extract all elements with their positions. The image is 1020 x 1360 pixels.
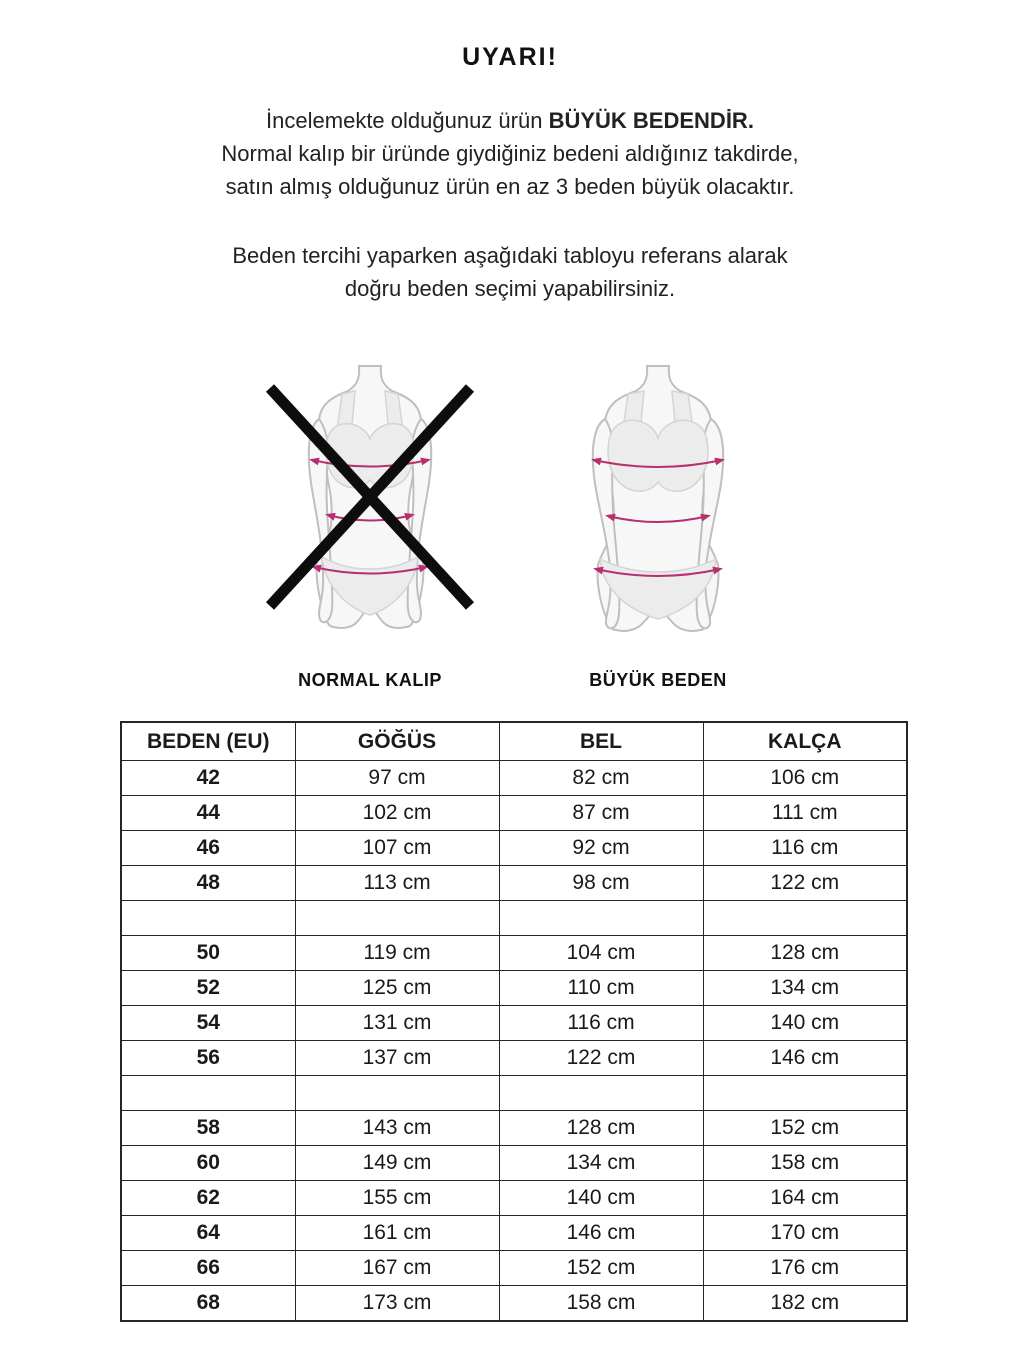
measurement-cell: 98 cm (499, 866, 703, 901)
plus-size-body-icon (553, 363, 763, 653)
measurement-cell (295, 1076, 499, 1111)
intro-line-1-text: İncelemekte olduğunuz ürün (266, 108, 549, 133)
intro-line-1-bold: BÜYÜK BEDENDİR. (548, 108, 754, 133)
measurement-cell: 182 cm (703, 1286, 907, 1322)
measurement-cell: 116 cm (703, 831, 907, 866)
measurement-cell: 107 cm (295, 831, 499, 866)
measurement-cell: 152 cm (703, 1111, 907, 1146)
measurement-cell: 152 cm (499, 1251, 703, 1286)
size-cell: 56 (121, 1041, 295, 1076)
measurement-cell: 176 cm (703, 1251, 907, 1286)
size-cell: 64 (121, 1216, 295, 1251)
note-line-1: Beden tercihi yaparken aşağıdaki tabloyu referans alarak (232, 243, 788, 268)
intro-line-3: satın almış olduğunuz ürün en az 3 beden büyük olacaktır. (225, 174, 795, 199)
spacer-row (121, 901, 907, 936)
size-cell (121, 901, 295, 936)
table-row (121, 1181, 907, 1216)
table-row (121, 1286, 907, 1322)
size-cell: 54 (121, 1006, 295, 1041)
measurement-cell: 119 cm (295, 936, 499, 971)
size-cell: 52 (121, 971, 295, 1006)
intro-line-1 (0, 104, 1020, 137)
intro-paragraph (0, 104, 1020, 203)
table-row (121, 1006, 907, 1041)
table-row (121, 796, 907, 831)
table-row (121, 1111, 907, 1146)
measurement-cell: 111 cm (703, 796, 907, 831)
measurement-cell: 134 cm (499, 1146, 703, 1181)
header-waist: BEL (499, 722, 703, 761)
table-row (121, 831, 907, 866)
measurement-cell: 164 cm (703, 1181, 907, 1216)
measurement-cell: 131 cm (295, 1006, 499, 1041)
normal-fit-label: NORMAL KALIP (298, 670, 442, 690)
size-table (120, 721, 908, 1322)
note-line-2: doğru beden seçimi yapabilirsiniz. (344, 276, 676, 301)
size-cell: 46 (121, 831, 295, 866)
size-table-body (121, 761, 907, 1322)
plus-size-figure (553, 363, 763, 691)
measurement-cell: 125 cm (295, 971, 499, 1006)
measurement-cell: 106 cm (703, 761, 907, 796)
measurement-cell: 158 cm (703, 1146, 907, 1181)
size-cell: 42 (121, 761, 295, 796)
spacer-row (121, 1076, 907, 1111)
size-cell: 48 (121, 866, 295, 901)
table-row (121, 1216, 907, 1251)
table-row (121, 1251, 907, 1286)
measurement-cell: 158 cm (499, 1286, 703, 1322)
measurement-cell: 146 cm (499, 1216, 703, 1251)
size-cell: 44 (121, 796, 295, 831)
measurement-cell (703, 901, 907, 936)
table-row (121, 936, 907, 971)
header-hip: KALÇA (703, 722, 907, 761)
measurement-cell: 128 cm (703, 936, 907, 971)
measurement-cell: 140 cm (499, 1181, 703, 1216)
size-cell: 50 (121, 936, 295, 971)
measurement-cell: 149 cm (295, 1146, 499, 1181)
measurement-cell: 92 cm (499, 831, 703, 866)
measurement-cell: 167 cm (295, 1251, 499, 1286)
measurement-cell: 143 cm (295, 1111, 499, 1146)
measurement-cell: 102 cm (295, 796, 499, 831)
normal-fit-figure (265, 363, 475, 691)
size-cell: 66 (121, 1251, 295, 1286)
measurement-cell: 122 cm (703, 866, 907, 901)
measurement-cell (499, 1076, 703, 1111)
intro-line-2: Normal kalıp bir üründe giydiğiniz bedeni aldığınız takdirde, (221, 141, 799, 166)
measurement-cell: 155 cm (295, 1181, 499, 1216)
measurement-cell: 113 cm (295, 866, 499, 901)
size-cell: 60 (121, 1146, 295, 1181)
measurement-cell: 173 cm (295, 1286, 499, 1322)
measurement-cell (703, 1076, 907, 1111)
measurement-cell: 137 cm (295, 1041, 499, 1076)
measurement-cell (295, 901, 499, 936)
measurement-cell: 140 cm (703, 1006, 907, 1041)
table-row (121, 761, 907, 796)
size-cell: 62 (121, 1181, 295, 1216)
size-cell: 68 (121, 1286, 295, 1322)
measurement-cell: 122 cm (499, 1041, 703, 1076)
measurement-cell: 128 cm (499, 1111, 703, 1146)
measurement-cell: 134 cm (703, 971, 907, 1006)
table-row (121, 866, 907, 901)
measurement-cell (499, 901, 703, 936)
normal-fit-body-crossed-icon (265, 363, 475, 653)
size-cell: 58 (121, 1111, 295, 1146)
size-cell (121, 1076, 295, 1111)
measurement-cell: 97 cm (295, 761, 499, 796)
measurement-cell: 104 cm (499, 936, 703, 971)
table-row (121, 1041, 907, 1076)
measurement-cell: 116 cm (499, 1006, 703, 1041)
warning-title: UYARI! (462, 43, 558, 71)
measurement-cell: 87 cm (499, 796, 703, 831)
measurement-cell: 110 cm (499, 971, 703, 1006)
size-table-header-row (121, 722, 907, 761)
measurement-cell: 146 cm (703, 1041, 907, 1076)
measurement-cell: 161 cm (295, 1216, 499, 1251)
table-row (121, 1146, 907, 1181)
body-diagrams (4, 363, 1020, 691)
note-paragraph (0, 239, 1020, 305)
header-chest: GÖĞÜS (295, 722, 499, 761)
measurement-cell: 82 cm (499, 761, 703, 796)
table-row (121, 971, 907, 1006)
plus-size-label: BÜYÜK BEDEN (589, 670, 727, 690)
measurement-cell: 170 cm (703, 1216, 907, 1251)
header-size-eu: BEDEN (EU) (121, 722, 295, 761)
